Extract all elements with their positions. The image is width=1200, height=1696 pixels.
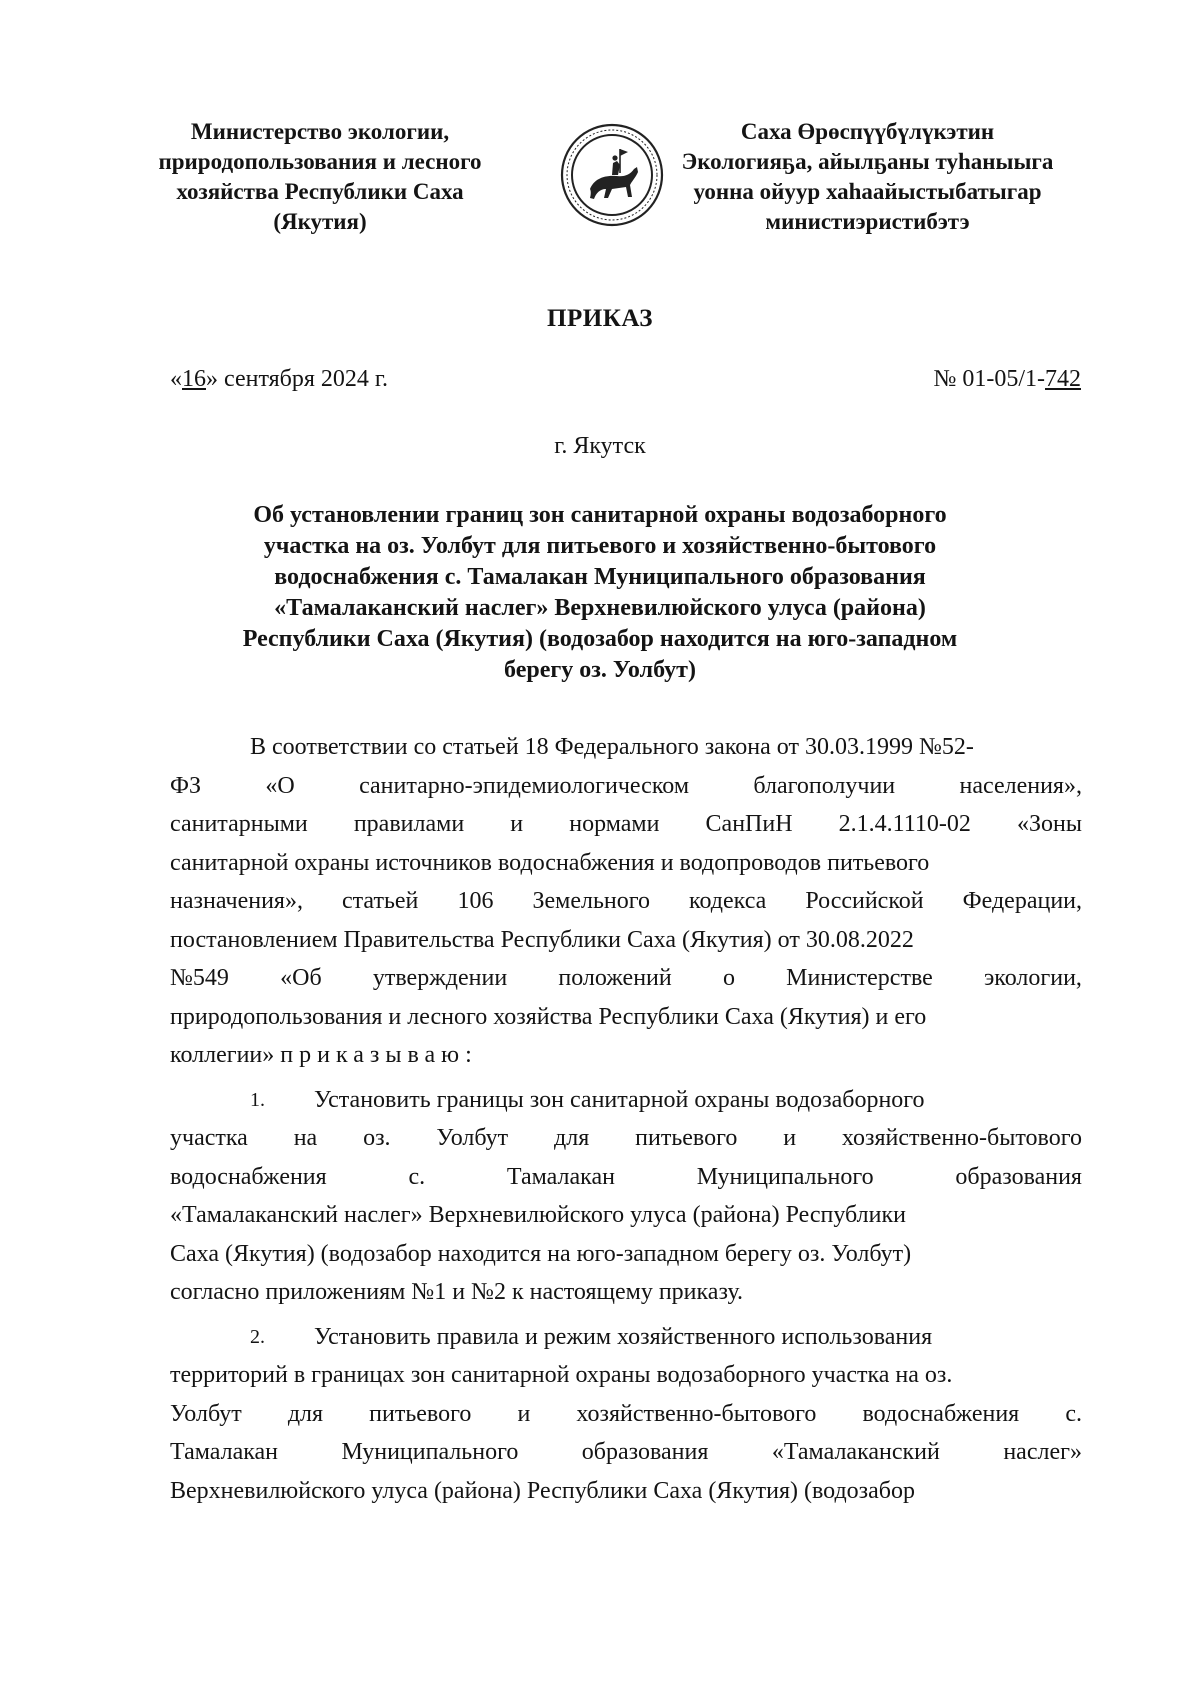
word: наслег»	[1003, 1439, 1082, 1465]
word: кодекса	[689, 888, 767, 914]
body-line	[170, 1433, 1082, 1472]
order-number-prefix: № 01-05/1-	[933, 366, 1045, 392]
ministry-name-russian	[145, 117, 495, 237]
order-verb: приказываю:	[280, 1042, 478, 1068]
preamble-end-text: коллегии»	[170, 1042, 275, 1068]
header-left-line: природопользования и лесного	[158, 149, 482, 174]
item-1-first-line	[170, 1081, 1082, 1120]
word: и	[510, 811, 524, 837]
word: «Об	[280, 965, 322, 991]
word: и	[517, 1400, 531, 1427]
header-right-line: уонна ойуур хаһаайыстыбатыгар	[693, 179, 1042, 204]
order-number-value: 742	[1045, 366, 1081, 392]
word: населения»,	[959, 772, 1082, 799]
word: питьевого	[369, 1400, 472, 1427]
document-type-heading: ПРИКАЗ	[547, 305, 653, 332]
word: СанПиН	[705, 811, 793, 837]
word: «О	[265, 772, 295, 799]
body-line: территорий в границах зон санитарной охраны водозаборного участка на оз.	[170, 1362, 953, 1388]
date-open-quote: «	[170, 366, 182, 392]
word: утверждении	[372, 965, 508, 991]
body-line	[170, 1158, 1082, 1197]
word: санитарно-эпидемиологическом	[359, 772, 690, 799]
word: участка	[170, 1125, 248, 1151]
word: для	[287, 1400, 324, 1427]
header-right-line: министиэристибэтэ	[765, 209, 970, 234]
body-line	[170, 767, 1082, 806]
body-line: В соответствии со статьей 18 Федерального закона от 30.03.1999 №52-	[250, 734, 974, 760]
body-line: санитарной охраны источников водоснабжения и водопроводов питьевого	[170, 849, 930, 876]
body-line	[170, 882, 1082, 921]
word: с.	[408, 1163, 426, 1190]
word: благополучии	[753, 772, 896, 799]
ministry-name-yakut	[660, 117, 1075, 237]
word: о	[722, 965, 735, 991]
date-month-year: » сентября 2024 г.	[206, 366, 389, 392]
word: положений	[558, 965, 672, 991]
word: Муниципального	[696, 1163, 874, 1190]
word: хозяйственно-бытового	[841, 1125, 1082, 1151]
body-line: Верхневилюйского улуса (района) Республики Саха (Якутия) (водозабор	[170, 1477, 916, 1504]
word: с.	[1065, 1400, 1082, 1427]
word: Тамалакан	[506, 1163, 615, 1190]
title-line: «Тамалаканский наслег» Верхневилюйского улуса (района)	[274, 595, 926, 621]
item-2-first-line	[170, 1318, 1082, 1357]
word: Тамалакан	[170, 1439, 279, 1465]
word: Уолбут	[436, 1125, 509, 1151]
word: водоснабжения	[862, 1400, 1020, 1427]
word: Уолбут	[170, 1400, 242, 1427]
word: 106	[457, 888, 494, 914]
body-line: природопользования и лесного хозяйства Республики Саха (Якутия) и его	[170, 1003, 927, 1030]
header-left-line: Министерство экологии,	[190, 119, 450, 144]
header-left-line: (Якутия)	[273, 209, 367, 234]
item-1-text: Установить границы зон санитарной охраны водозаборного	[314, 1086, 925, 1113]
title-line: берегу оз. Уолбут)	[504, 657, 696, 683]
city: г. Якутск	[554, 433, 646, 459]
word: нормами	[569, 811, 660, 837]
word: №549	[170, 965, 229, 991]
word: ФЗ	[170, 772, 201, 799]
word: хозяйственно-бытового	[576, 1400, 817, 1427]
word: «Зоны	[1016, 811, 1082, 837]
order-date	[170, 366, 388, 393]
word: оз.	[363, 1125, 391, 1151]
order-body	[170, 728, 1082, 1510]
word: Министерстве	[786, 965, 933, 991]
word: для	[554, 1125, 590, 1151]
order-number	[933, 366, 1081, 393]
coat-of-arms-emblem	[560, 123, 664, 227]
word: образования	[581, 1439, 709, 1465]
word: и	[783, 1125, 797, 1151]
word: водоснабжения	[170, 1163, 327, 1190]
body-line	[170, 1036, 1082, 1075]
header-right-line: Экологияҕа, айылҕаны туһаныыга	[681, 149, 1054, 174]
body-line	[170, 959, 1082, 998]
title-line: Об установлении границ зон санитарной охраны водозаборного	[253, 502, 947, 528]
header-left-line: хозяйства Республики Саха	[176, 179, 464, 204]
title-line: водоснабжения с. Тамалакан Муниципального образования	[274, 564, 926, 590]
word: назначения»,	[170, 888, 303, 914]
title-line: участка на оз. Уолбут для питьевого и хозяйственно-бытового	[263, 533, 937, 559]
word: 2.1.4.1110-02	[838, 811, 971, 837]
word: правилами	[353, 811, 465, 837]
word: образования	[955, 1163, 1082, 1190]
word: Российской	[805, 888, 924, 914]
item-2-text: Установить правила и режим хозяйственного использования	[314, 1323, 933, 1350]
word: экологии,	[984, 965, 1082, 991]
title-line: Республики Саха (Якутия) (водозабор находится на юго-западном	[242, 626, 958, 652]
body-line: «Тамалаканский наслег» Верхневилюйского улуса (района) Республики	[170, 1202, 906, 1228]
word: Муниципального	[341, 1439, 519, 1465]
body-line	[170, 1119, 1082, 1158]
word: санитарными	[170, 811, 308, 837]
word: Федерации,	[962, 888, 1082, 914]
body-line	[170, 805, 1082, 844]
word: на	[293, 1125, 318, 1151]
word: «Тамалаканский	[771, 1439, 940, 1465]
date-day: 16	[182, 366, 206, 392]
header-right-line: Саха Өрөспүүбүлүкэтин	[740, 119, 995, 144]
word: статьей	[342, 888, 419, 914]
word: питьевого	[635, 1125, 738, 1151]
body-line: постановлением Правительства Республики Саха (Якутия) от 30.08.2022	[170, 926, 914, 953]
body-line: согласно приложениям №1 и №2 к настоящему приказу.	[170, 1279, 744, 1305]
item-1-number: 1.	[250, 1088, 265, 1111]
body-line	[170, 1395, 1082, 1434]
order-title	[150, 500, 1050, 686]
word: Земельного	[532, 888, 650, 914]
item-2-number: 2.	[250, 1325, 265, 1348]
body-line: Саха (Якутия) (водозабор находится на юго-западном берегу оз. Уолбут)	[170, 1240, 912, 1267]
